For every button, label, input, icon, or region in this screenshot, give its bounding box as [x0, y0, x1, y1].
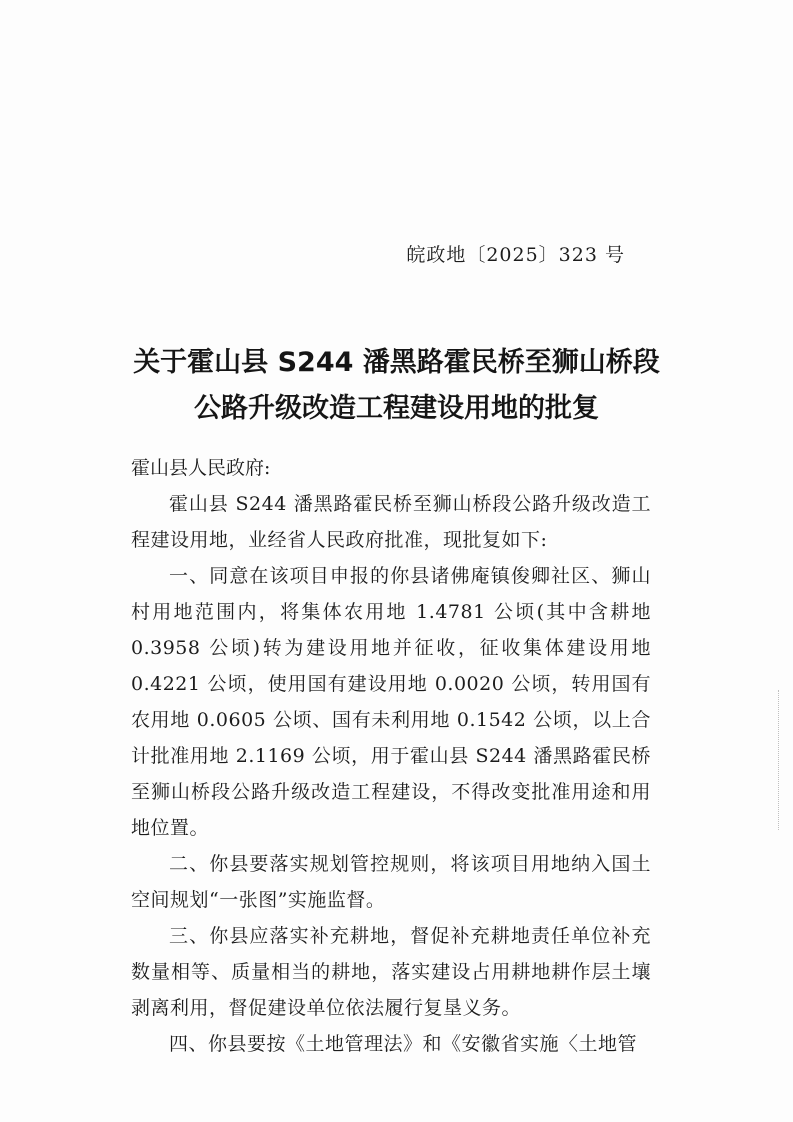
paragraph-intro: 霍山县 S244 潘黑路霍民桥至狮山桥段公路升级改造工程建设用地，业经省人民政府批准，现批复如下:	[131, 493, 651, 551]
paragraph-item-3: 三、你县应落实补充耕地，督促补充耕地责任单位补充数量相等、质量相当的耕地，落实建设占用耕地耕作层土壤剥离利用，督促建设单位依法履行复垦义务。	[131, 925, 651, 1019]
document-number: 皖政地〔2025〕323 号	[406, 244, 625, 266]
paragraph-item-1: 一、同意在该项目申报的你县诸佛庵镇俊卿社区、狮山村用地范围内，将集体农用地 1.4781 公顷(其中含耕地 0.3958 公顷)转为建设用地并征收，征收集体建设用地 0.4221 公顷，使用国有建设用地 0.0020 公顷，转用国有农用地 0.0605 公顷、国有未利用地 0.1542 公顷，以上合计批准用地 2.1169 公顷，用于霍山县 S244 潘黑路霍民桥至狮山桥段公路升级改造工程建设，不得改变批准用途和用地位置。	[131, 565, 651, 839]
title-line-2: 公路升级改造工程建设用地的批复	[194, 393, 599, 424]
salutation: 霍山县人民政府:	[131, 457, 271, 479]
paragraph-item-2: 二、你县要落实规划管控规则，将该项目用地纳入国土空间规划“一张图”实施监督。	[131, 853, 651, 911]
scan-edge-mark	[776, 690, 779, 830]
document-title	[0, 340, 793, 432]
document-body	[131, 450, 651, 1062]
paragraph-item-4: 四、你县要按《土地管理法》和《安徽省实施〈土地管	[169, 1033, 638, 1055]
title-line-1: 关于霍山县 S244 潘黑路霍民桥至狮山桥段	[133, 347, 660, 378]
